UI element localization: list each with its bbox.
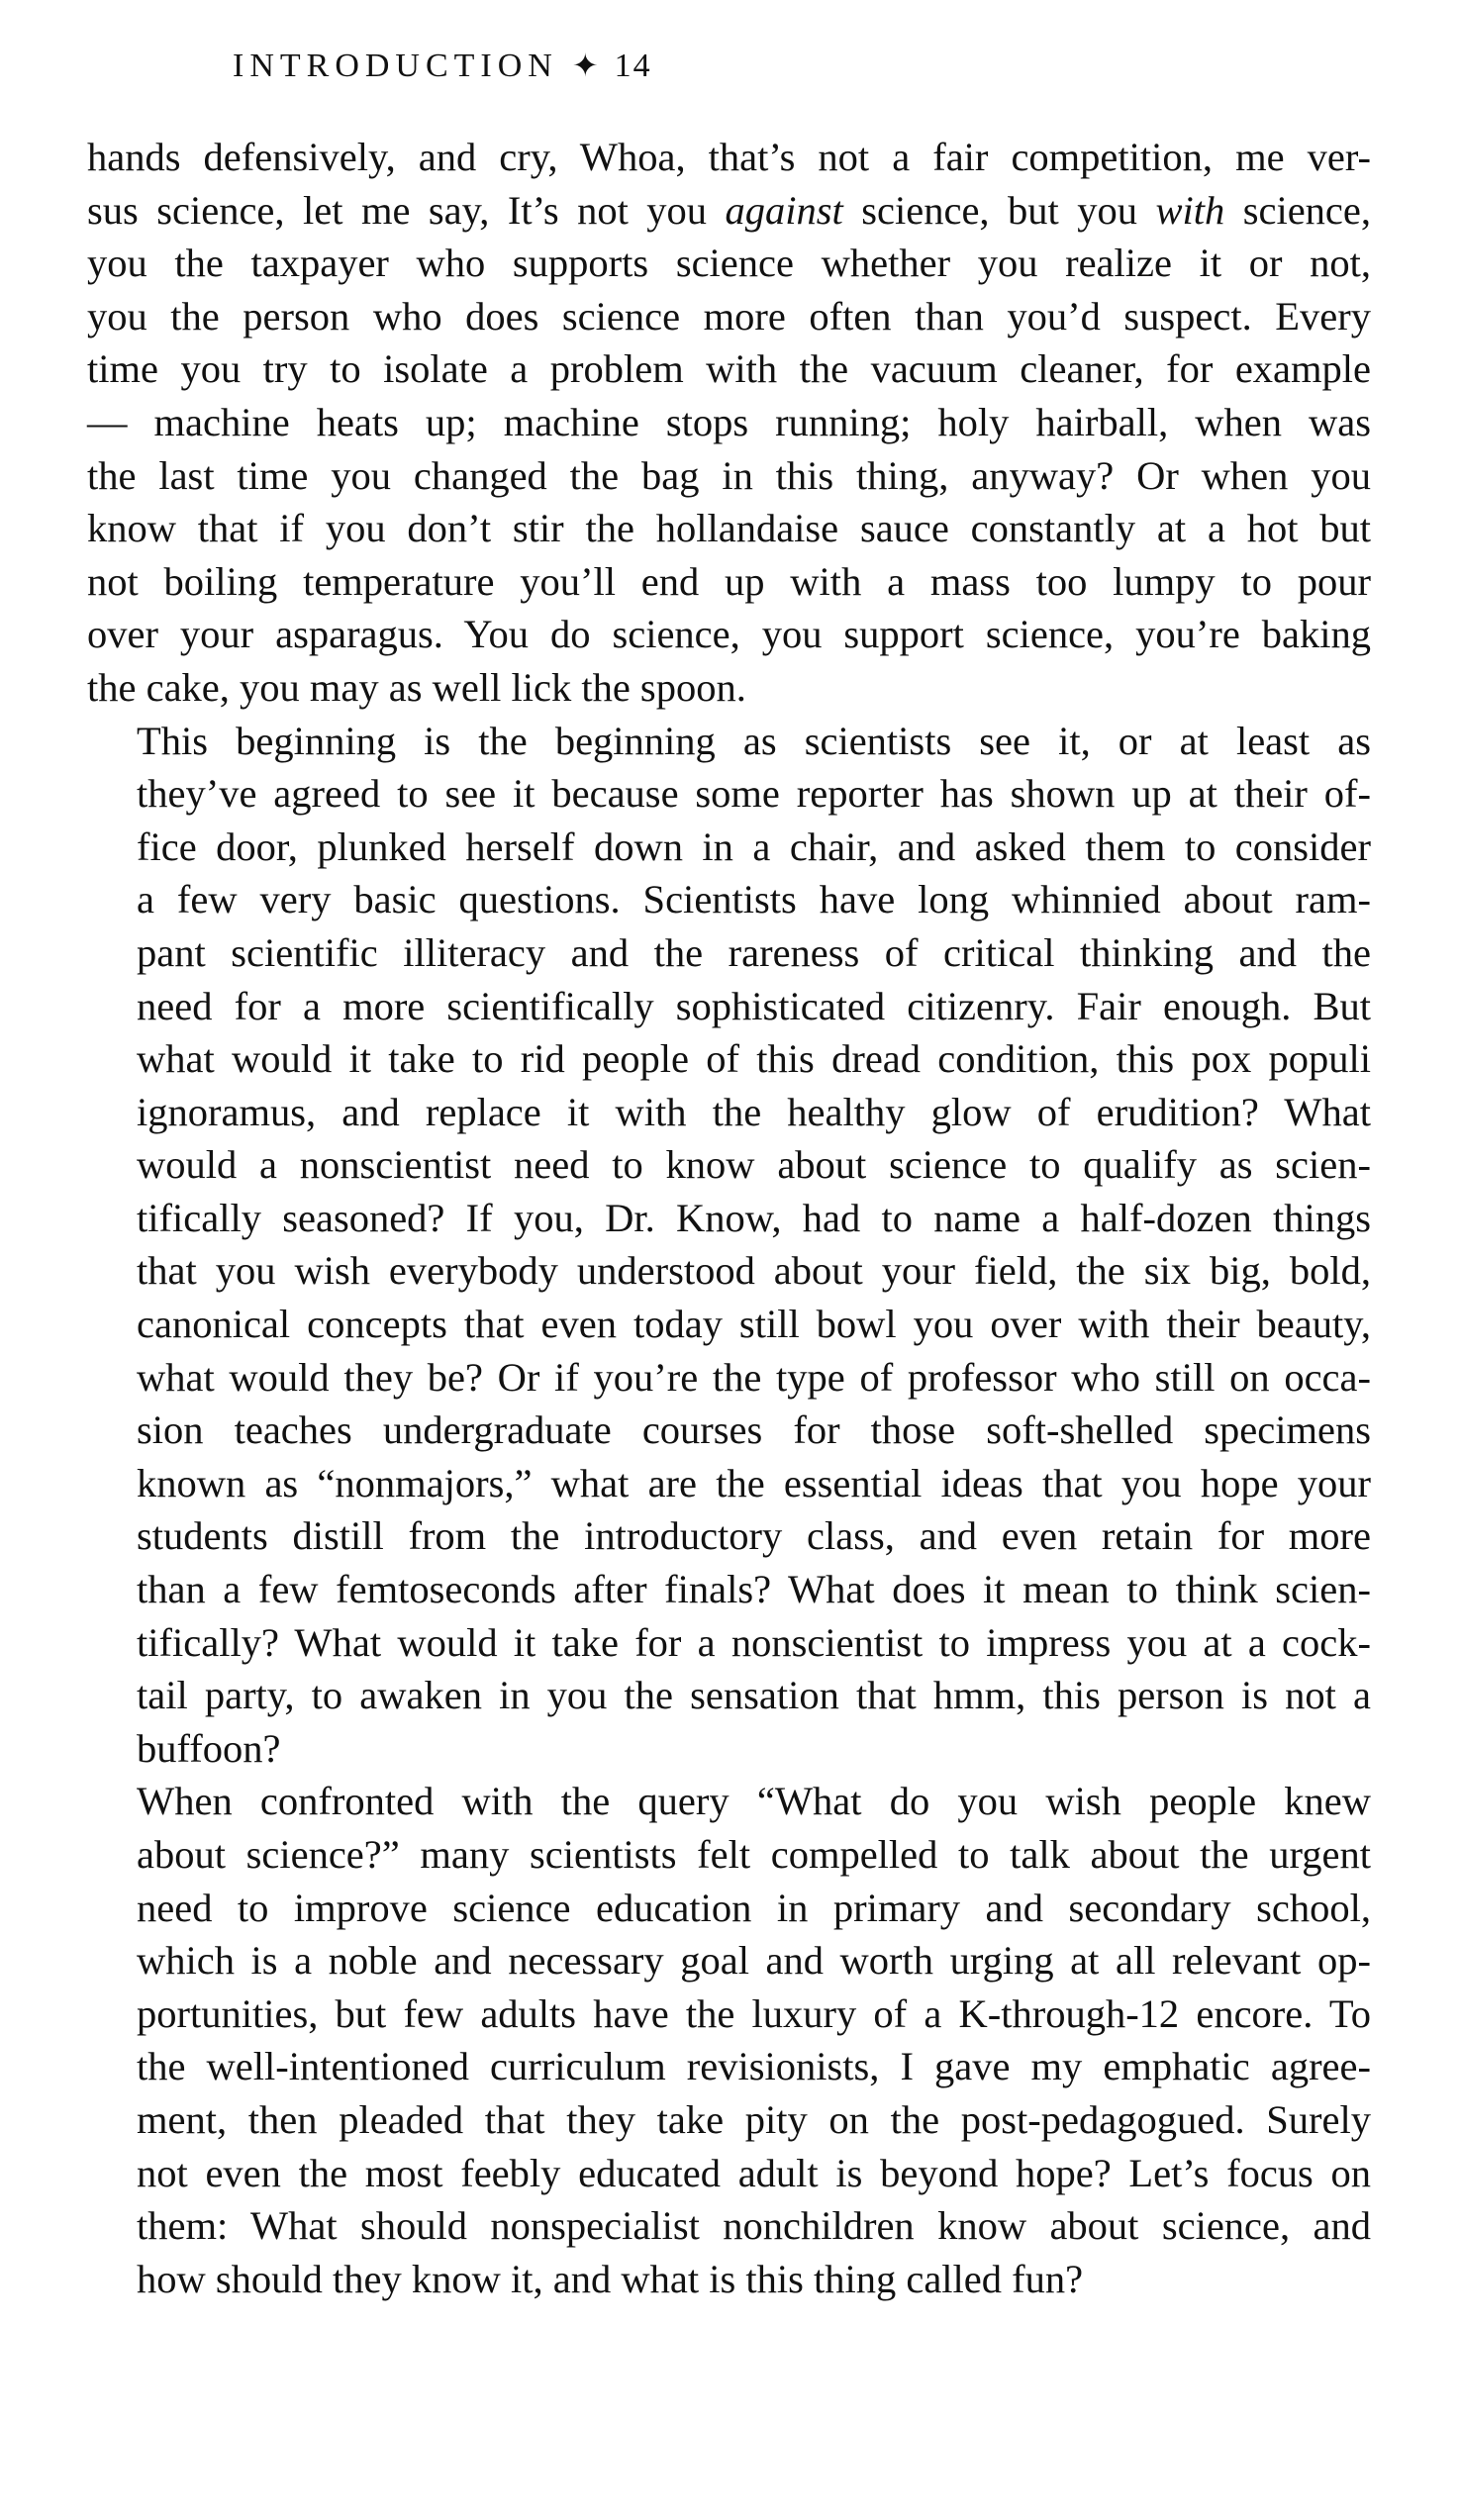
text-line: which is a noble and necessary goal and worth urging at all relevant op- (137, 1938, 1371, 1984)
text-line: — machine heats up; machine stops running; holy hairball, when was (87, 399, 1371, 444)
text-line: the cake, you may as well lick the spoon. (87, 664, 746, 710)
text-line: you the taxpayer who supports science whether you realize it or not, (87, 241, 1371, 286)
text-line: tifically? What would it take for a nonscientist to impress you at a cock- (137, 1619, 1371, 1665)
text-line: buffoon? (137, 1725, 281, 1771)
paragraph-2 (87, 715, 1371, 1776)
text-line: When confronted with the query “What do you wish people knew (137, 1779, 1371, 1824)
separator-ornament-icon: ✦ (571, 48, 599, 83)
text-line: tail party, to awaken in you the sensation that hmm, this person is not a (137, 1673, 1371, 1718)
text-line: that you wish everybody understood about your field, the six big, bold, (137, 1248, 1371, 1294)
text-line: students distill from the introductory class, and even retain for more (137, 1513, 1371, 1559)
text-line: over your asparagus. You do science, you support science, you’re baking (87, 612, 1371, 657)
text-line: them: What should nonspecialist nonchildren know about science, and (137, 2203, 1371, 2249)
body-text (87, 131, 1371, 2305)
emphasis: against (725, 187, 843, 233)
text-line: time you try to isolate a problem with the vacuum cleaner, for example (87, 346, 1371, 392)
text-line: than a few femtoseconds after finals? What does it mean to think scien- (137, 1567, 1371, 1612)
text-line: the last time you changed the bag in this thing, anyway? Or when you (87, 452, 1371, 498)
text-line: you the person who does science more often than you’d suspect. Every (87, 293, 1371, 339)
text-line: not boiling temperature you’ll end up with a mass too lumpy to pour (87, 558, 1371, 604)
text-line: tifically seasoned? If you, Dr. Know, had to name a half-dozen things (137, 1195, 1371, 1240)
text-line: the well-intentioned curriculum revisionists, I gave my emphatic agree- (137, 2044, 1371, 2089)
text-line: sion teaches undergraduate courses for those soft-shelled specimens (137, 1407, 1371, 1453)
paragraph-3 (87, 1775, 1371, 2305)
text-line: need to improve science education in primary and secondary school, (137, 1885, 1371, 1930)
text-line: know that if you don’t stir the hollandaise sauce constantly at a hot but (87, 506, 1371, 551)
text-line: portunities, but few adults have the luxury of a K-through-12 encore. To (137, 1990, 1371, 2036)
text-line: sus science, let me say, It’s not you against science, but you with science, (87, 187, 1371, 233)
text-line: canonical concepts that even today still bowl you over with their beauty, (137, 1302, 1371, 1347)
text-line: what would they be? Or if you’re the type of professor who still on occa- (137, 1354, 1371, 1400)
text-line: pant scientific illiteracy and the rareness of critical thinking and the (137, 929, 1371, 975)
text-line: what would it take to rid people of this dread condition, this pox populi (137, 1036, 1371, 1082)
text-line: how should they know it, and what is this thing called fun? (137, 2256, 1084, 2301)
text-line: fice door, plunked herself down in a chair, and asked them to consider (137, 824, 1371, 869)
text-line: ment, then pleaded that they take pity on the post-pedagogued. Surely (137, 2096, 1371, 2142)
text-line: a few very basic questions. Scientists have long whinnied about ram- (137, 877, 1371, 922)
text-line: known as “nonmajors,” what are the essential ideas that you hope your (137, 1460, 1371, 1505)
section-title: INTRODUCTION (233, 48, 558, 84)
text-line: would a nonscientist need to know about science to qualify as scien- (137, 1142, 1371, 1188)
text-line: not even the most feebly educated adult is beyond hope? Let’s focus on (137, 2150, 1371, 2195)
text-line: about science?” many scientists felt compelled to talk about the urgent (137, 1832, 1371, 1877)
paragraph-1 (87, 131, 1371, 715)
text-line: they’ve agreed to see it because some reporter has shown up at their of- (137, 771, 1371, 817)
running-head (233, 44, 652, 88)
text-line: ignoramus, and replace it with the healthy glow of erudition? What (137, 1089, 1371, 1134)
page-number: 14 (614, 48, 652, 84)
text-line: need for a more scientifically sophisticated citizenry. Fair enough. But (137, 983, 1371, 1028)
text-line: hands defensively, and cry, Whoa, that’s not a fair competition, me ver- (87, 135, 1371, 179)
text-line: This beginning is the beginning as scientists see it, or at least as (137, 718, 1371, 763)
emphasis: with (1155, 187, 1225, 233)
